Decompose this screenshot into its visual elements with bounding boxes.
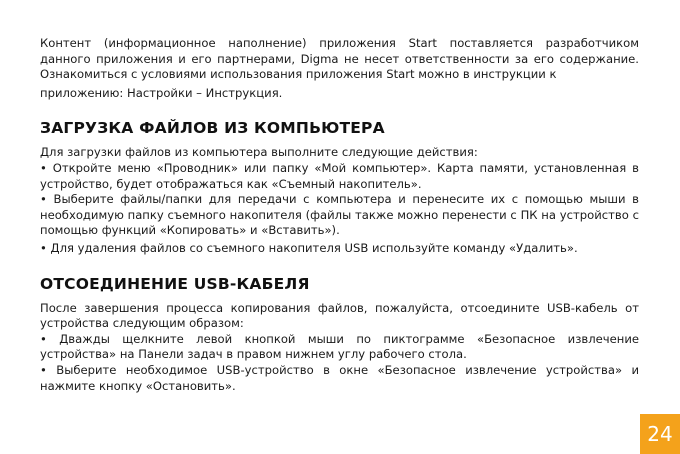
upload-step-2: • Выберите файлы/папки для передачи с компьютера и перенесите их с помощью мыши в необходимую папку съемного накопителя (файлы также можно перенести с ПК на устройство с помощью функций «Копировать» и «Вставить»). xyxy=(40,192,639,238)
upload-step-3: • Для удаления файлов со съемного накопителя USB используйте команду «Удалить». xyxy=(40,240,578,255)
disconnect-step-1: • Дважды щелкните левой кнопкой мыши по пиктограмме «Безопасное извлечение устройства» на Панели задач в правом нижнем углу рабочего стола. xyxy=(40,331,639,362)
upload-step-1: • Откройте меню «Проводник» или папку «Мой компьютер». Карта памяти, установленная в устройство, будет отображаться как «Съемный накопитель». xyxy=(40,160,639,191)
disconnect-section-title: ОТСОЕДИНЕНИЕ USB-КАБЕЛЯ xyxy=(40,274,310,293)
disconnect-lead-text: После завершения процесса копирования файлов, пожалуйста, отсоедините USB-кабель от устройства следующим образом: xyxy=(40,300,639,331)
manual-page xyxy=(40,36,639,394)
upload-lead-text: Для загрузки файлов из компьютера выполните следующие действия: xyxy=(40,145,478,160)
disconnect-step-2: • Выберите необходимое USB-устройство в окне «Безопасное извлечение устройства» и нажмите кнопку «Остановить». xyxy=(40,362,639,393)
intro-paragraph-tail: приложению: Настройки – Инструкция. xyxy=(40,85,283,100)
upload-section-title: ЗАГРУЗКА ФАЙЛОВ ИЗ КОМПЬЮТЕРА xyxy=(40,119,385,138)
intro-paragraph: Контент (информационное наполнение) приложения Start поставляется разработчиком данного приложения и его партнерами, Digma не несет ответственности за его содержание. Ознакомиться с условиями использования приложения Start можно в инструкции к xyxy=(40,36,639,82)
page-number-badge: 24 xyxy=(640,414,680,454)
